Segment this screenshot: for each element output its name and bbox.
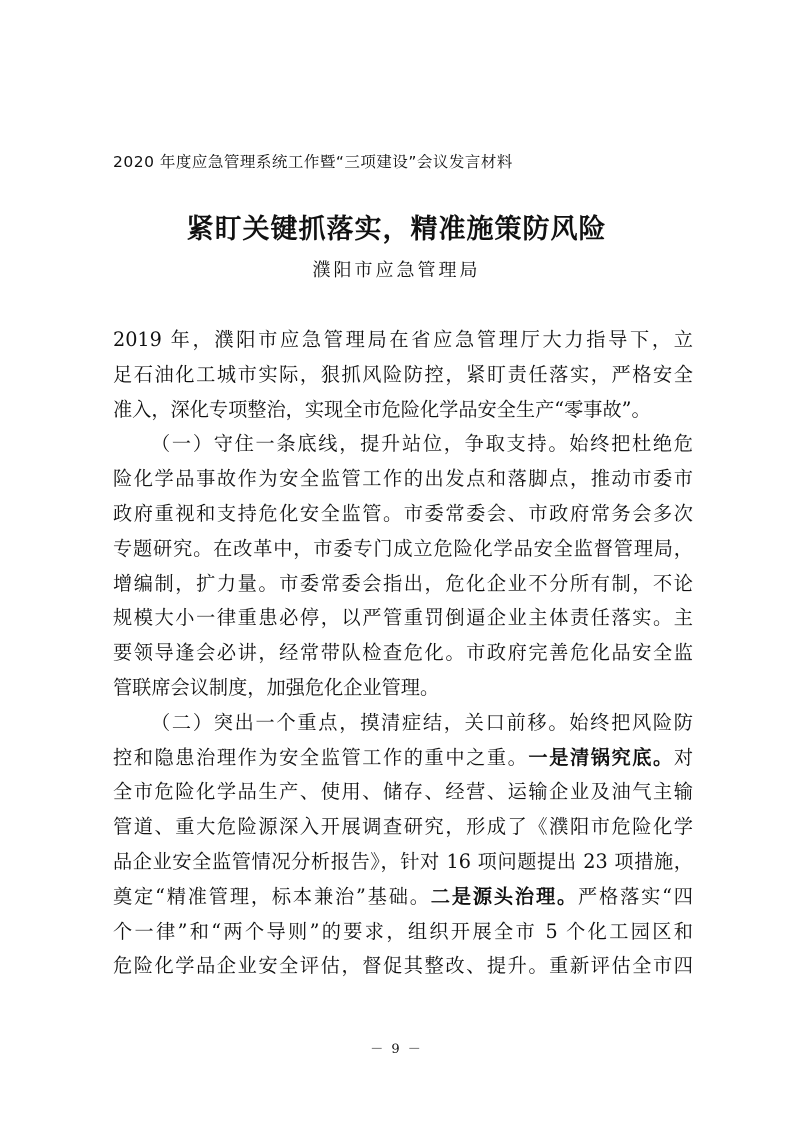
body-line xyxy=(113,775,693,810)
line-text: 危险化学品企业安全评估，督促其整改、提升。重新评估全市四 xyxy=(113,954,693,978)
line-text: 严格落实“四 xyxy=(578,884,693,908)
body-line xyxy=(113,393,693,428)
body-line xyxy=(113,358,693,393)
body-line xyxy=(113,741,693,776)
body-line xyxy=(113,949,693,984)
page-number: － 9 － xyxy=(370,1042,423,1057)
line-text: 准入，深化专项整治，实现全市危险化学品安全生产“零事故”。 xyxy=(113,397,651,421)
body-line xyxy=(113,915,693,950)
body-line xyxy=(113,532,693,567)
line-text: 对 xyxy=(673,745,694,769)
line-text: 足石油化工城市实际，狠抓风险防控，紧盯责任落实，严格安全 xyxy=(113,362,693,386)
body-line xyxy=(113,810,693,845)
line-text: 个一律”和“两个导则”的要求，组织开展全市 5 个化工园区和 xyxy=(113,919,693,943)
line-text: 控和隐患治理作为安全监管工作的重中之重。 xyxy=(113,745,529,769)
line-text: （二）突出一个重点，摸清症结，关口前移。始终把风险防 xyxy=(151,710,693,734)
body-line xyxy=(113,323,693,358)
body-line xyxy=(113,706,693,741)
document-author: 濮阳市应急管理局 xyxy=(312,260,481,281)
line-text: 规模大小一律重患必停，以严管重罚倒逼企业主体责任落实。主 xyxy=(113,606,693,630)
line-text: 专题研究。在改革中，市委专门成立危险化学品安全监督管理局， xyxy=(113,536,693,560)
body-line xyxy=(113,497,693,532)
body-line xyxy=(113,636,693,671)
line-text: 险化学品事故作为安全监管工作的出发点和落脚点，推动市委市 xyxy=(113,467,693,491)
document-title: 紧盯关键抓落实，精准施策防风险 xyxy=(186,214,607,245)
body-line xyxy=(113,567,693,602)
body-line xyxy=(113,427,693,462)
line-text: 政府重视和支持危化安全监管。市委常委会、市政府常务会多次 xyxy=(113,501,693,525)
line-text: 奠定“精准管理，标本兼治”基础。 xyxy=(113,884,431,908)
line-text: （一）守住一条底线，提升站位，争取支持。始终把杜绝危 xyxy=(151,432,693,456)
body-line xyxy=(113,671,693,706)
document-header: 2020 年度应急管理系统工作暨“三项建设”会议发言材料 xyxy=(113,153,513,171)
line-text: 管道、重大危险源深入开展调查研究，形成了《濮阳市危险化学 xyxy=(113,815,693,839)
line-text: 增编制，扩力量。市委常委会指出，危化企业不分所有制，不论 xyxy=(113,571,693,595)
line-text: 全市危险化学品生产、使用、储存、经营、运输企业及油气主输 xyxy=(113,780,693,804)
body-line xyxy=(113,601,693,636)
line-text: 管联席会议制度，加强危化企业管理。 xyxy=(113,675,440,699)
body-line xyxy=(113,880,693,915)
bold-heading: 二是源头治理。 xyxy=(430,884,579,908)
line-text: 品企业安全监管情况分析报告》，针对 16 项问题提出 23 项措施， xyxy=(113,849,693,873)
line-text: 要领导逢会必讲，经常带队检查危化。市政府完善危化品安全监 xyxy=(113,641,693,665)
line-text: 2019 年，濮阳市应急管理局在省应急管理厅大力指导下，立 xyxy=(113,328,693,351)
bold-heading: 一是清锅究底。 xyxy=(528,745,674,769)
body-text xyxy=(113,323,693,984)
body-line xyxy=(113,462,693,497)
body-line xyxy=(113,845,693,880)
